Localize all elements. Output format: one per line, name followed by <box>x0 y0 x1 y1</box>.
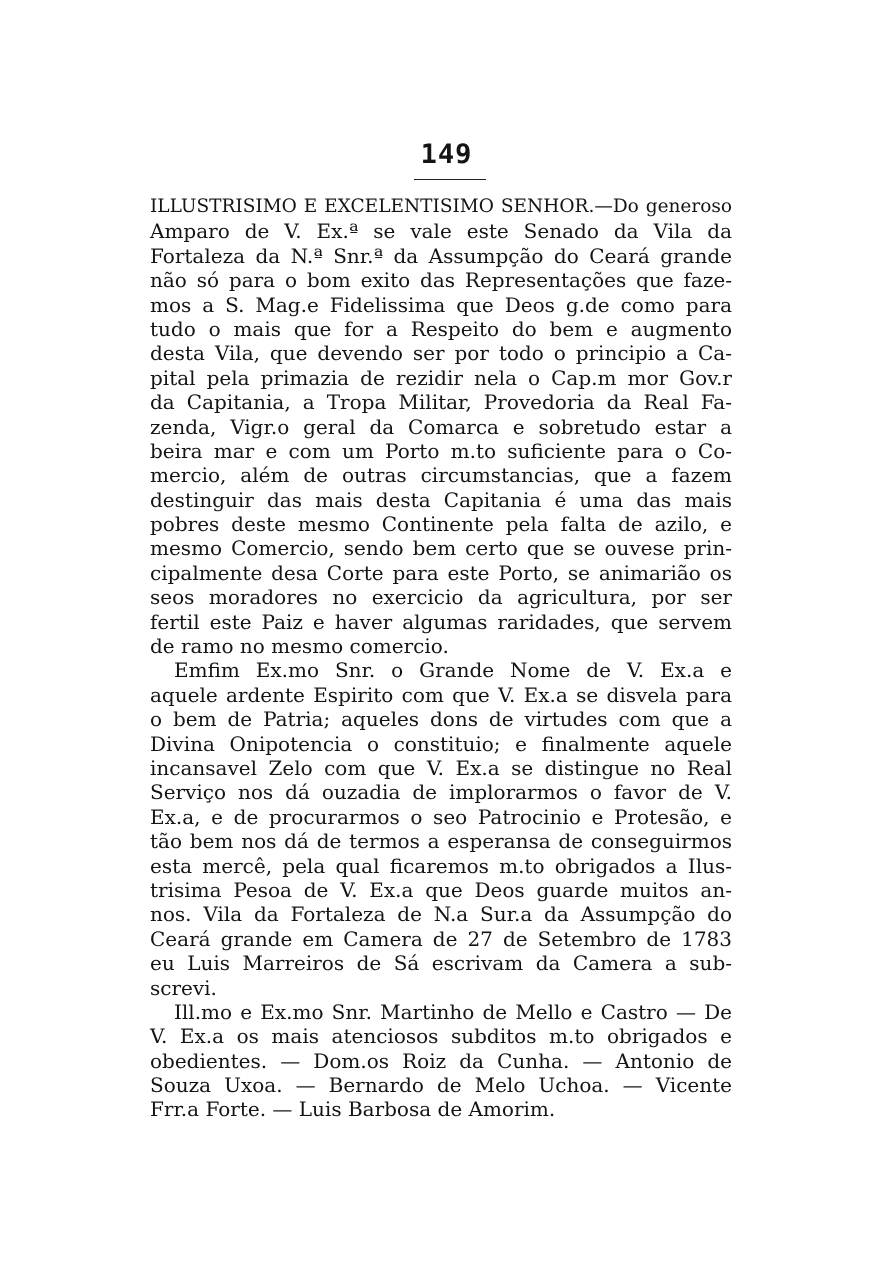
text-line: eu Luis Marreiros de Sá escrivam da Camera a sub- <box>150 951 732 976</box>
text-line: pital pela primazia de rezidir nela o Cap.m mor Gov.r <box>150 365 732 390</box>
text-line: Frr.a Forte. — Luis Barbosa de Amorim. <box>150 1097 556 1122</box>
text-line: screvi. <box>150 975 217 1000</box>
paragraph-3 <box>150 1000 732 1122</box>
text-line: Souza Uxoa. — Bernardo de Melo Uchoa. — Vicente <box>150 1073 732 1098</box>
text-line: tudo o mais que for a Respeito do bem e augmento <box>150 316 732 341</box>
text-line: Divina Onipotencia o constituio; e finalmente aquele <box>150 731 732 756</box>
text-line: mesmo Comercio, sendo bem certo que se ouvese prin- <box>150 536 732 561</box>
text-line: esta mercê, pela qual ficaremos m.to obrigados a Ilus- <box>150 853 732 878</box>
text-line: seos moradores no exercicio da agricultura, por ser <box>150 585 732 610</box>
text-line: fertil este Paiz e haver algumas raridades, que servem <box>150 609 732 634</box>
text-line: mercio, além de outras circumstancias, que a fazem <box>150 463 732 488</box>
text-line: Emfim Ex.mo Snr. o Grande Nome de V. Ex.a e <box>174 658 732 683</box>
text-line: destinguir das mais desta Capitania é uma das mais <box>150 487 732 512</box>
text-line: ILLUSTRISIMO E EXCELENTISIMO SENHOR.—Do generoso <box>150 196 732 217</box>
text-line: Ceará grande em Camera de 27 de Setembro de 1783 <box>150 926 732 951</box>
text-line: tão bem nos dá de termos a esperansa de conseguirmos <box>150 829 732 854</box>
text-line: obedientes. — Dom.os Roiz da Cunha. — Antonio de <box>150 1048 732 1073</box>
text-line: não só para o bom exito das Representações que faze- <box>150 268 732 293</box>
text-line: nos. Vila da Fortaleza de N.a Sur.a da Assumpção do <box>150 902 732 927</box>
text-line: beira mar e com um Porto m.to suficiente para o Co- <box>150 438 732 463</box>
text-line: da Capitania, a Tropa Militar, Provedoria da Real Fa- <box>150 390 732 415</box>
text-line: Ex.a, e de procurarmos o seo Patrocinio e Protesão, e <box>150 804 732 829</box>
text-line: Serviço nos dá ouzadia de implorarmos o favor de V. <box>150 780 732 805</box>
text-line: mos a S. Mag.e Fidelissima que Deos g.de como para <box>150 292 732 317</box>
body-text <box>150 195 732 1122</box>
text-line: Amparo de V. Ex.ª se vale este Senado da Vila da <box>150 219 732 244</box>
text-line: Fortaleza da N.ª Snr.ª da Assumpção do Ceará grande <box>150 243 732 268</box>
text-line: cipalmente desa Corte para este Porto, se animarião os <box>150 560 732 585</box>
text-line: Ill.mo e Ex.mo Snr. Martinho de Mello e Castro — De <box>174 999 732 1024</box>
text-line: aquele ardente Espirito com que V. Ex.a se disvela para <box>150 682 732 707</box>
page-number: 149 <box>420 139 473 170</box>
paragraph-2 <box>150 658 732 999</box>
page-number-rule <box>414 179 486 180</box>
text-line: incansavel Zelo com que V. Ex.a se distingue no Real <box>150 755 732 780</box>
text-line: zenda, Vigr.o geral da Comarca e sobretudo estar a <box>150 414 732 439</box>
paragraph-1 <box>150 195 732 658</box>
text-line: V. Ex.a os mais atenciosos subditos m.to obrigados e <box>150 1024 732 1049</box>
text-line: pobres deste mesmo Continente pela falta de azilo, e <box>150 512 732 537</box>
text-line: trisima Pesoa de V. Ex.a que Deos guarde muitos an- <box>150 877 732 902</box>
text-line: desta Vila, que devendo ser por todo o principio a Ca- <box>150 341 732 366</box>
text-line: de ramo no mesmo comercio. <box>150 634 449 659</box>
text-line: o bem de Patria; aqueles dons de virtudes com que a <box>150 707 732 732</box>
